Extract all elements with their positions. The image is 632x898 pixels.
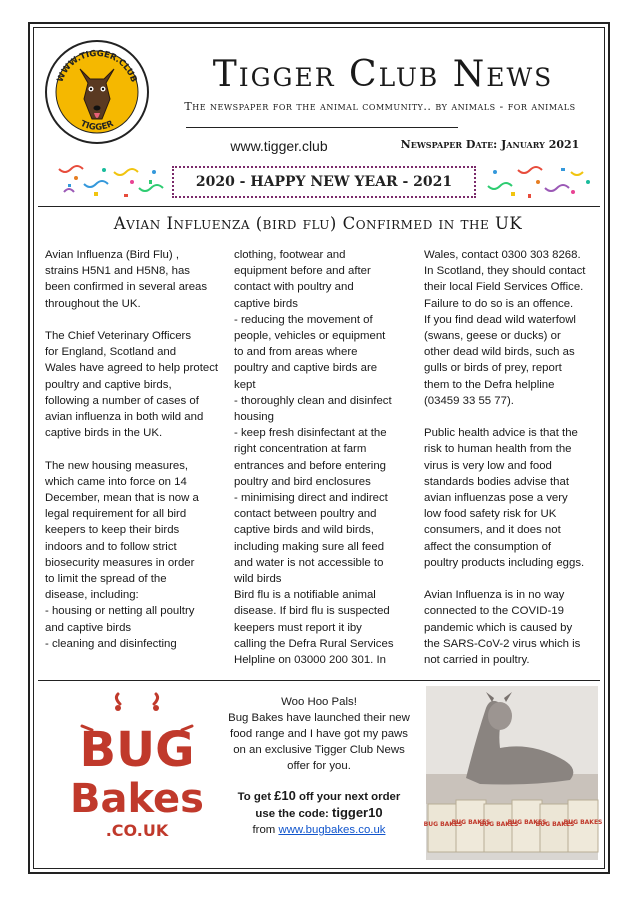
newspaper-date — [384, 138, 596, 151]
offer-prefix: To get — [237, 791, 275, 803]
bag-label-2: BUG BAKES — [451, 819, 491, 826]
offer-suffix: off your next order — [295, 791, 401, 803]
promo-offer — [218, 788, 420, 805]
tigger-club-logo — [44, 39, 150, 145]
article-column-1: Avian Influenza (Bird Flu) , strains H5N1 and H5N8, has been confirmed in several areas throughout the UK. The Chief Veterinary Officers for England, Scotland and Wales have agreed to help protect poultry and captive birds, following a number of cases of avian influenza in both wild and captive birds in the UK. The new housing measures, which came into force on 14 December, mean that is now a legal requirement for all bird keepers to keep their birds indoors and to follow strict biosecurity measures in order to limit the spread of the disease, including: - housing or netting all poultry and captive birds - cleaning and disinfecting — [45, 249, 219, 650]
bag-label-4: BUG BAKES — [507, 819, 547, 826]
promo-intro: Woo Hoo Pals! Bug Bakes have launched their new food range and I have got my paws on an exclusive Tigger Club News offer for you. — [228, 696, 410, 772]
new-year-banner: 2020 - HAPPY NEW YEAR - 2021 — [172, 166, 476, 198]
from-label: from — [252, 824, 279, 836]
logo-top-text: WWW.TIGGER.CLUB — [55, 48, 139, 84]
bag-label-5: BUG BAKES — [535, 821, 575, 828]
code-prefix: use the code: — [255, 808, 332, 820]
confetti-decoration-left — [54, 164, 169, 200]
date-label: Newspaper Date: — [400, 138, 498, 151]
article-headline: Avian Influenza (bird flu) Confirmed in the UK — [113, 214, 523, 233]
article-column-2: clothing, footwear and equipment before and after contact with poultry and captive birds - reducing the movement of people, vehicles or equipment to and from areas where poultry and captive birds are kept - thoroughly clean and disinfect housing - keep fresh disinfectant at the right concentration at farm entrances and before entering poultry and bird enclosures - minimising direct and indirect contact between poultry and captive birds and wild birds, including making sure all feed and water is not accessible to wild birds Bird flu is a notifiable animal disease. If bird flu is suspected keepers must report it iby calling the Defra Rural Services Helpline on 03000 200 301. In — [234, 249, 394, 667]
confetti-decoration-right — [483, 164, 598, 200]
offer-amount: £10 — [274, 788, 296, 803]
date-value: January 2021 — [501, 138, 580, 151]
promo-from-line — [218, 822, 420, 838]
masthead-tagline: The newspaper for the animal community.. by animals - for animals — [184, 100, 576, 113]
bag-label-3: BUG BAKES — [479, 821, 519, 828]
promo-top-rule — [38, 680, 600, 681]
promo-code: tigger10 — [332, 805, 383, 820]
bugbakes-link[interactable]: www.bugbakes.co.uk — [278, 824, 386, 836]
dog-with-treats-photo — [423, 686, 603, 860]
bag-label-6: BUG BAKES — [563, 819, 603, 826]
bug-bakes-logo — [62, 694, 212, 854]
logo-word-bug: BUG — [79, 722, 195, 778]
promo-text — [218, 694, 420, 838]
masthead-divider — [186, 127, 458, 128]
headline-top-rule — [38, 206, 600, 207]
website-link[interactable]: www.tigger.club — [230, 138, 328, 154]
bag-label-1: BUG BAKES — [423, 821, 463, 828]
promo-code-line — [218, 805, 420, 822]
logo-word-bakes: Bakes — [70, 776, 204, 822]
masthead-title: Tigger Club News — [212, 54, 554, 95]
logo-bottom-text: TIGGER — [78, 118, 116, 133]
article-column-3: Wales, contact 0300 303 8268. In Scotland, they should contact their local Field Services Office. Failure to do so is an offence. If you find dead wild waterfowl (swans, geese or ducks) or other dead wild birds, such as gulls or birds of prey, report them to the Defra helpline (03459 33 55 77). Public health advice is that the risk to human health from the virus is very low and food standards bodies advise that avian influenzas pose a very low food safety risk for UK consumers, and it does not affect the consumption of poultry products including eggs. Avian Influenza is in no way connected to the COVID-19 pandemic which is caused by the SARS-CoV-2 virus which is not carried in poultry. — [424, 249, 586, 667]
logo-domain: .CO.UK — [105, 821, 169, 840]
